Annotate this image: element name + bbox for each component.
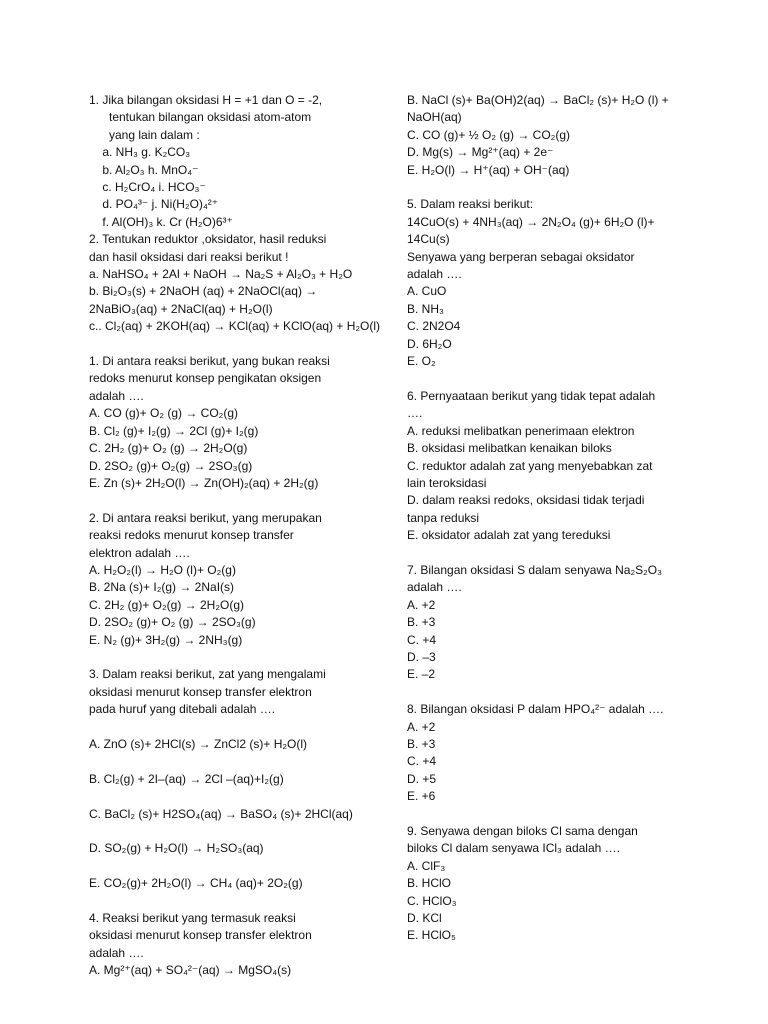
left-line-18: A. CO (g)+ O₂ (g) → CO₂(g) — [89, 406, 238, 421]
right-line-29: A. +2 — [407, 597, 436, 612]
left-line-17: adalah …. — [89, 388, 144, 403]
right-line-20: B. oksidasi melibatkan kenaikan biloks — [407, 441, 612, 456]
left-line-9: dan hasil oksidasi dari reaksi berikut ! — [89, 249, 289, 264]
left-line-26: elektron adalah …. — [89, 545, 190, 560]
right-line-33: E. –2 — [407, 667, 436, 682]
left-line-3: a. NH₃ g. K₂CO₃ — [89, 145, 191, 160]
left-line-38 — [89, 753, 374, 770]
left-line-31: E. N₂ (g)+ 3H₂(g) → 2NH₃(g) — [89, 632, 243, 647]
left-line-44 — [89, 858, 374, 875]
right-line-45: B. HClO — [407, 876, 452, 891]
right-line-34 — [407, 684, 687, 701]
right-line-16 — [407, 370, 687, 387]
left-line-41: C. BaCl₂ (s)+ H2SO₄(aq) → BaSO₄ (s)+ 2HCl(aq) — [89, 806, 353, 821]
left-line-34: oksidasi menurut konsep transfer elektron — [89, 684, 312, 699]
right-line-35: 8. Bilangan oksidasi P dalam HPO₄²⁻ adalah …. — [407, 702, 664, 717]
right-line-40: E. +6 — [407, 789, 436, 804]
right-line-37: B. +3 — [407, 736, 436, 751]
left-line-10: a. NaHSO₄ + 2Al + NaOH → Na₂S + Al₂O₃ + H₂O — [89, 267, 353, 282]
left-line-28: B. 2Na (s)+ I₂(g) → 2NaI(s) — [89, 580, 235, 595]
left-line-5: c. H₂CrO₄ i. HCO₃⁻ — [89, 180, 206, 195]
right-line-48: E. HClO₅ — [407, 928, 456, 943]
right-line-42: 9. Senyawa dengan biloks Cl sama dengan — [407, 823, 638, 838]
right-line-44: A. ClF₃ — [407, 858, 446, 873]
left-line-47: 4. Reaksi berikut yang termasuk reaksi — [89, 910, 296, 925]
left-line-8: 2. Tentukan reduktor ,oksidator, hasil reduksi — [89, 232, 327, 247]
left-line-11: b. Bi₂O₃(s) + 2NaOH (aq) + 2NaOCl(aq) → — [89, 284, 318, 299]
left-line-20: C. 2H₂ (g)+ O₂ (g) → 2H₂O(g) — [89, 441, 248, 456]
right-line-2: C. CO (g)+ ½ O₂ (g) → CO₂(g) — [407, 127, 571, 142]
left-line-37: A. ZnO (s)+ 2HCl(s) → ZnCl2 (s)+ H₂O(l) — [89, 736, 308, 751]
left-line-46 — [89, 893, 374, 910]
right-line-28: adalah …. — [407, 580, 462, 595]
right-line-30: B. +3 — [407, 615, 436, 630]
left-line-16: redoks menurut konsep pengikatan oksigen — [89, 371, 322, 386]
left-line-23 — [89, 492, 374, 509]
right-line-24: tanpa reduksi — [407, 510, 480, 525]
right-line-19: A. reduksi melibatkan penerimaan elektron — [407, 423, 635, 438]
right-line-38: C. +4 — [407, 754, 437, 769]
right-line-9: Senyawa yang berperan sebagai oksidator — [407, 249, 635, 264]
left-line-24: 2. Di antara reaksi berikut, yang merupakan — [89, 510, 322, 525]
right-line-6: 5. Dalam reaksi berikut: — [407, 197, 534, 212]
right-line-47: D. KCl — [407, 911, 442, 926]
left-line-32 — [89, 649, 374, 666]
left-line-40 — [89, 788, 374, 805]
right-line-14: D. 6H₂O — [407, 336, 452, 351]
left-line-39: B. Cl₂(g) + 2I–(aq) → 2Cl –(aq)+I₂(g) — [89, 771, 284, 786]
right-line-25: E. oksidator adalah zat yang tereduksi — [407, 528, 611, 543]
right-line-7: 14CuO(s) + 4NH₃(aq) → 2N₂O₄ (g)+ 6H₂O (l)+ — [407, 214, 655, 229]
right-line-21: C. reduktor adalah zat yang menyebabkan zat — [407, 458, 653, 473]
right-line-23: D. dalam reaksi redoks, oksidasi tidak terjadi — [407, 493, 645, 508]
right-line-27: 7. Bilangan oksidasi S dalam senyawa Na₂S₂O₃ — [407, 562, 662, 577]
left-line-1: tentukan bilangan oksidasi atom-atom — [89, 110, 312, 125]
right-line-4: E. H₂O(l) → H⁺(aq) + OH⁻(aq) — [407, 162, 570, 177]
right-line-22: lain teroksidasi — [407, 475, 487, 490]
right-line-12: B. NH₃ — [407, 301, 444, 316]
left-line-45: E. CO₂(g)+ 2H₂O(l) → CH₄ (aq)+ 2O₂(g) — [89, 876, 303, 891]
right-line-3: D. Mg(s) → Mg²⁺(aq) + 2e⁻ — [407, 145, 554, 160]
left-line-6: d. PO₄³⁻ j. Ni(H₂O)₄²⁺ — [89, 197, 219, 212]
left-line-14 — [89, 336, 374, 353]
right-line-18: …. — [407, 406, 423, 421]
left-line-27: A. H₂O₂(l) → H₂O (l)+ O₂(g) — [89, 562, 236, 577]
left-line-49: adalah …. — [89, 945, 144, 960]
left-line-2: yang lain dalam : — [89, 127, 200, 142]
left-line-21: D. 2SO₂ (g)+ O₂(g) → 2SO₃(g) — [89, 458, 253, 473]
right-line-26 — [407, 545, 687, 562]
left-line-12: 2NaBiO₃(aq) + 2NaCl(aq) + H₂O(l) — [89, 301, 273, 316]
right-line-11: A. CuO — [407, 284, 447, 299]
left-line-48: oksidasi menurut konsep transfer elektron — [89, 928, 312, 943]
left-line-7: f. Al(OH)₃ k. Cr (H₂O)6³⁺ — [89, 214, 233, 229]
right-line-5 — [407, 179, 687, 196]
left-line-33: 3. Dalam reaksi berikut, zat yang mengalami — [89, 667, 326, 682]
left-line-0: 1. Jika bilangan oksidasi H = +1 dan O = -2, — [89, 93, 323, 107]
right-line-0: B. NaCl (s)+ Ba(OH)2(aq) → BaCl₂ (s)+ H₂O (l) + — [407, 93, 669, 107]
right-line-36: A. +2 — [407, 719, 436, 734]
left-line-36 — [89, 719, 374, 736]
left-line-13: c.. Cl₂(aq) + 2KOH(aq) → KCl(aq) + KClO(aq) + H₂O(l) — [89, 319, 381, 334]
left-line-30: D. 2SO₂ (g)+ O₂ (g) → 2SO₃(g) — [89, 615, 256, 630]
right-column — [407, 92, 687, 945]
left-column — [89, 92, 381, 980]
left-line-19: B. Cl₂ (g)+ I₂(g) → 2Cl (g)+ I₂(g) — [89, 423, 259, 438]
left-line-4: b. Al₂O₃ h. MnO₄⁻ — [89, 162, 199, 177]
left-line-35: pada huruf yang ditebali adalah …. — [89, 702, 276, 717]
left-line-42 — [89, 823, 374, 840]
right-line-31: C. +4 — [407, 632, 437, 647]
right-line-17: 6. Pernyaataan berikut yang tidak tepat adalah — [407, 388, 656, 403]
right-line-39: D. +5 — [407, 771, 437, 786]
right-line-8: 14Cu(s) — [407, 232, 450, 247]
left-line-25: reaksi redoks menurut konsep transfer — [89, 528, 294, 543]
right-line-43: biloks Cl dalam senyawa ICl₃ adalah …. — [407, 841, 620, 856]
right-line-41 — [407, 806, 687, 823]
left-line-22: E. Zn (s)+ 2H₂O(l) → Zn(OH)₂(aq) + 2H₂(g) — [89, 475, 319, 490]
left-line-15: 1. Di antara reaksi berikut, yang bukan reaksi — [89, 354, 330, 369]
right-line-13: C. 2N2O4 — [407, 319, 461, 334]
right-line-15: E. O₂ — [407, 354, 436, 369]
right-line-1: NaOH(aq) — [407, 110, 462, 125]
right-line-10: adalah …. — [407, 267, 462, 282]
right-line-32: D. –3 — [407, 649, 436, 664]
right-line-46: C. HClO₃ — [407, 893, 457, 908]
left-line-43: D. SO₂(g) + H₂O(l) → H₂SO₃(aq) — [89, 841, 264, 856]
left-line-50: A. Mg²⁺(aq) + SO₄²⁻(aq) → MgSO₄(s) — [89, 963, 292, 978]
left-line-29: C. 2H₂ (g)+ O₂(g) → 2H₂O(g) — [89, 597, 244, 612]
